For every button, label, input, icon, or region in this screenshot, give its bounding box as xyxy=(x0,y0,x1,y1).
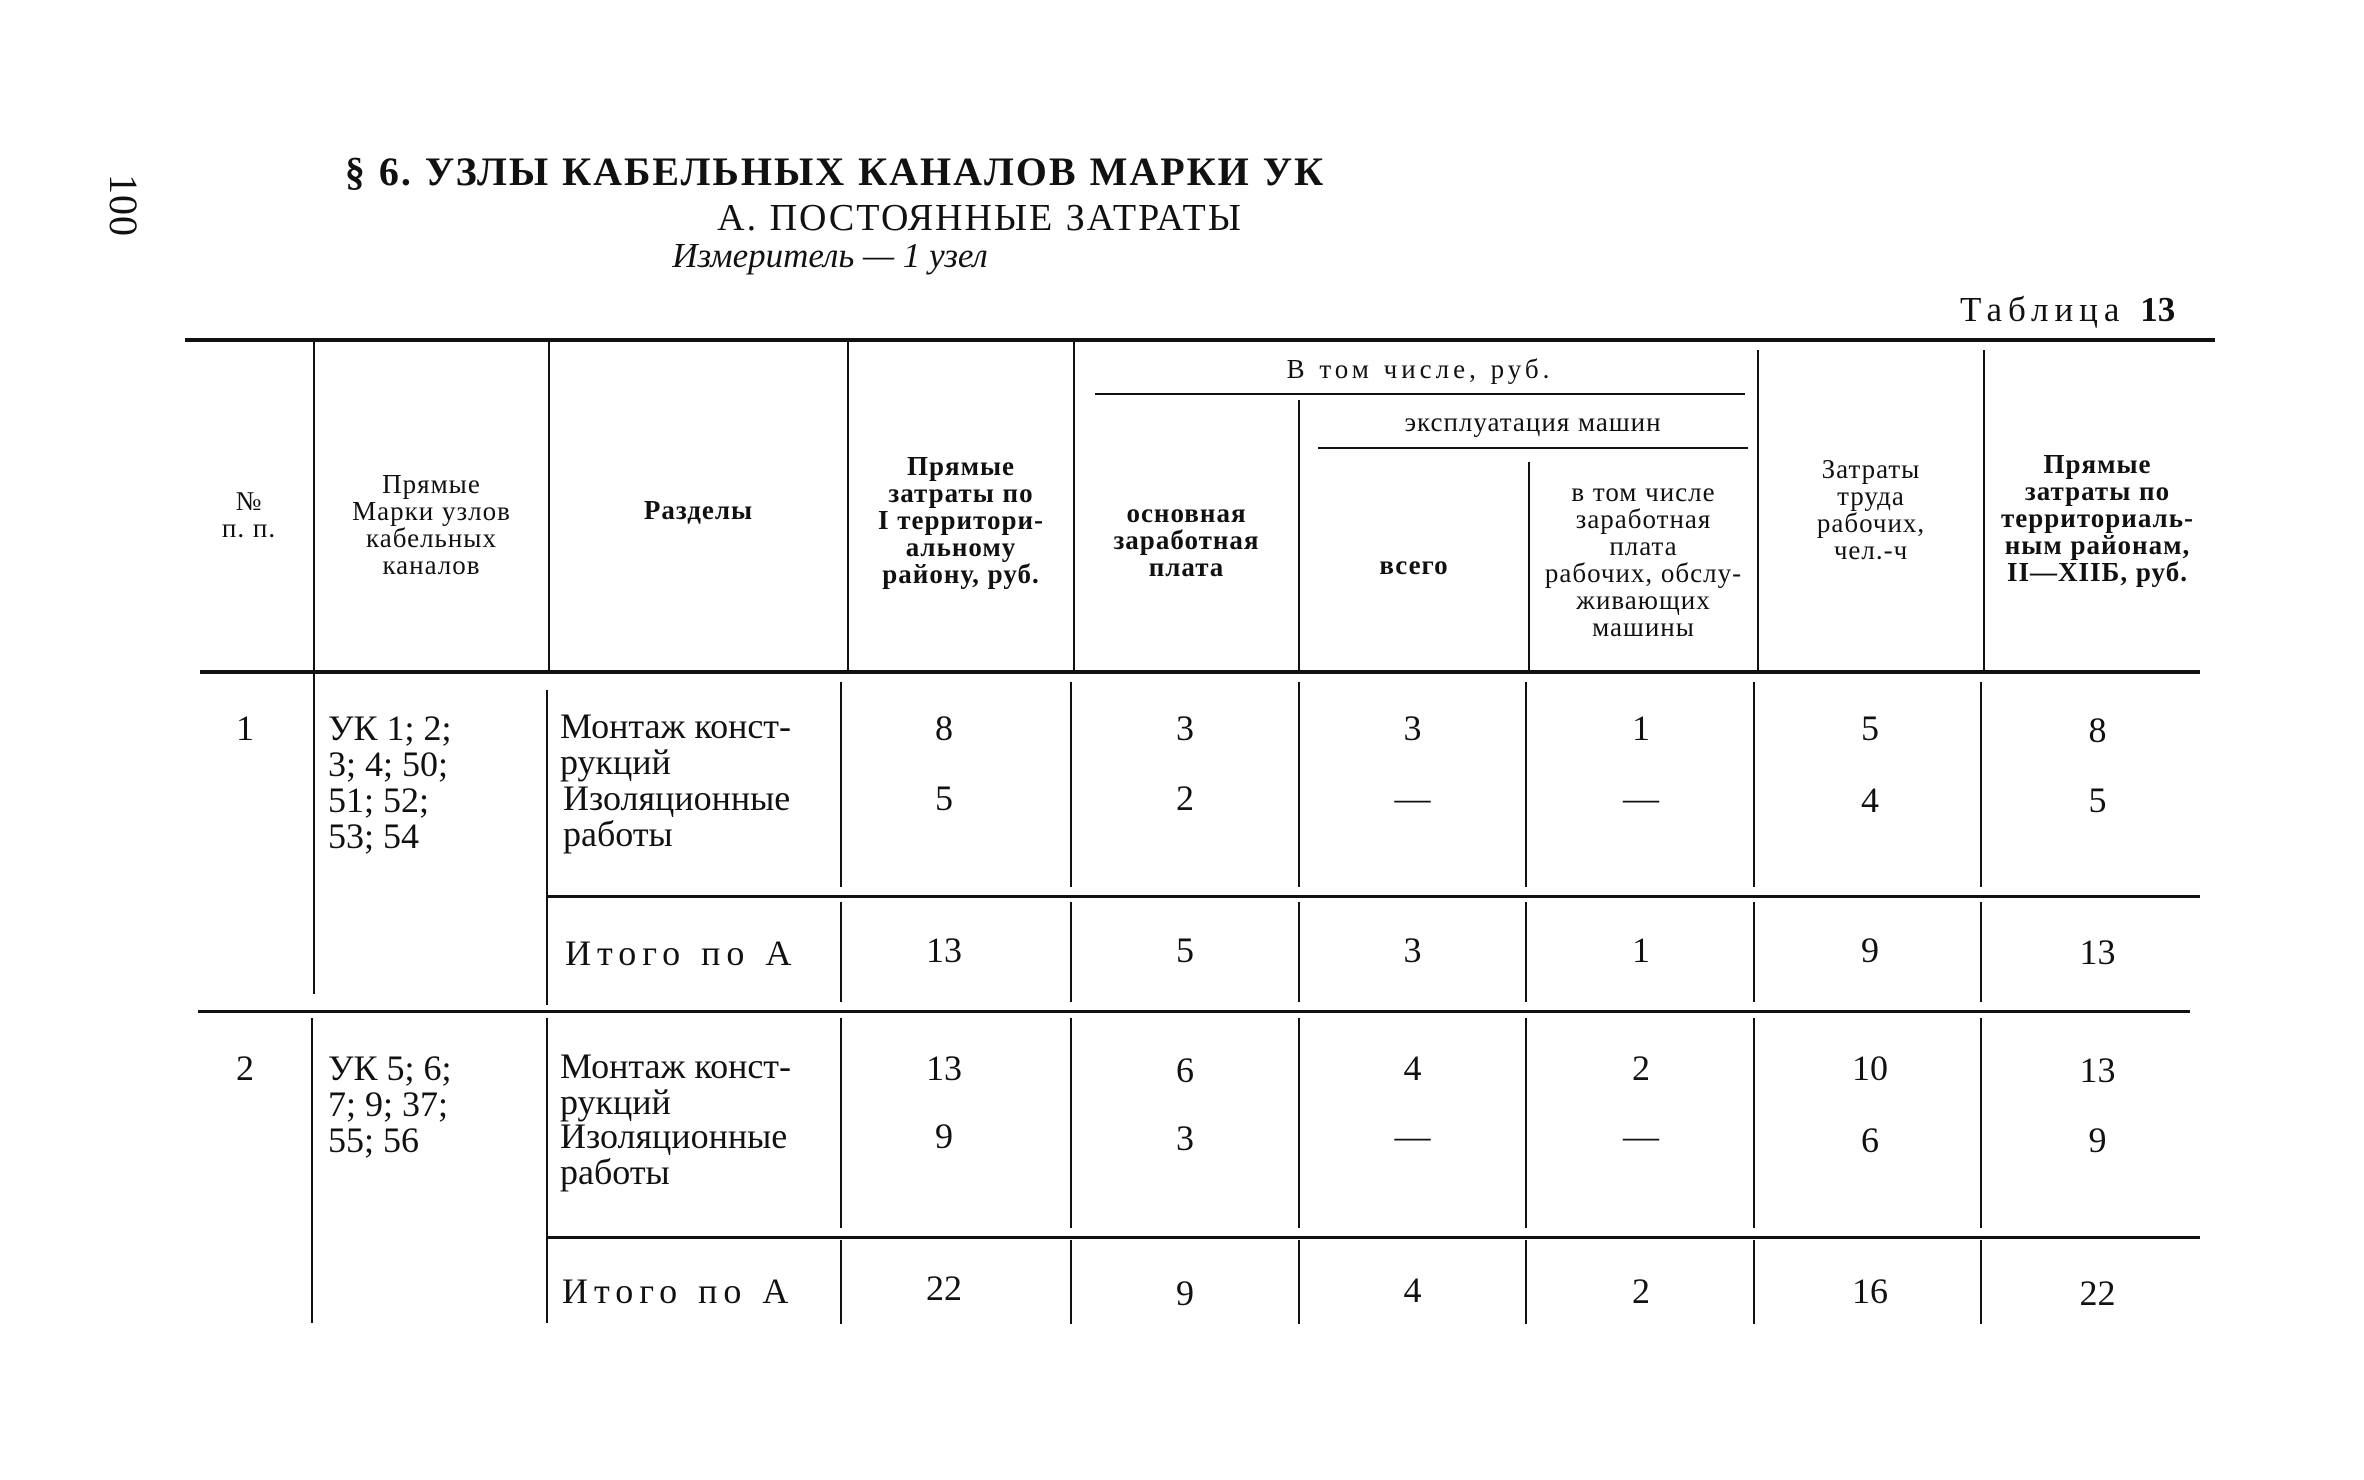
table-top-border xyxy=(185,338,2215,342)
row1-item1-direct: 8 xyxy=(935,708,953,748)
row2-item1-direct: 13 xyxy=(926,1048,962,1088)
row2-item1-machines-wage: 2 xyxy=(1632,1048,1650,1088)
row1-total-labor: 9 xyxy=(1861,930,1879,970)
row2-total-regions: 22 xyxy=(2079,1273,2116,1313)
row2-total-wage: 9 xyxy=(1176,1273,1194,1313)
row1-item1-machines-wage: 1 xyxy=(1632,708,1650,748)
row2-total-top xyxy=(546,1236,2200,1239)
row1-item1-wage: 3 xyxy=(1176,708,1194,748)
header-including: В том числе, руб. xyxy=(1286,353,1554,384)
row2-vline-4 xyxy=(1070,1018,1072,1228)
measure-unit: Измеритель — 1 узел xyxy=(672,236,988,275)
row2-total-vline-3 xyxy=(1525,1240,1527,1324)
row2-item1-section: Монтаж конст- рукций xyxy=(560,1046,792,1122)
row1-total-top xyxy=(546,895,2200,898)
row1-item2-direct: 5 xyxy=(935,778,953,818)
row2-item1-labor: 10 xyxy=(1852,1048,1888,1088)
row2-total-vline-1 xyxy=(1070,1240,1072,1324)
header-machines-total: всего xyxy=(1379,549,1449,580)
row1-vline-6 xyxy=(1525,682,1527,887)
row1-total-machines-wage: 1 xyxy=(1632,930,1650,970)
row2-item1-machines-total: 4 xyxy=(1403,1048,1422,1088)
row1-item2-wage: 2 xyxy=(1176,778,1194,818)
including-underline xyxy=(1095,393,1745,395)
row1-item2-regions: 5 xyxy=(2088,780,2107,820)
row2-item2-labor: 6 xyxy=(1861,1120,1879,1160)
row2-total-vline-0 xyxy=(840,1240,842,1324)
row2-item2-wage: 3 xyxy=(1176,1118,1194,1158)
row1-total-label: Итого по А xyxy=(565,933,798,973)
machines-underline xyxy=(1318,447,1748,449)
page-number: 100 xyxy=(101,174,146,237)
row2-total-machines-total: 4 xyxy=(1403,1270,1422,1310)
row2-vline-3 xyxy=(840,1018,842,1228)
row2-total-vline-4 xyxy=(1753,1240,1755,1324)
row1-item2-section: Изоляционные работы xyxy=(563,778,791,854)
row1-item2-machines-wage: — xyxy=(1623,778,1659,818)
row2-item1-wage: 6 xyxy=(1176,1050,1194,1090)
row2-item2-direct: 9 xyxy=(935,1116,953,1156)
row2-item2-section: Изоляционные работы xyxy=(560,1116,788,1192)
row1-vline-4 xyxy=(1070,682,1072,887)
row2-item2-machines-total: — xyxy=(1394,1116,1431,1156)
header-sections: Разделы xyxy=(643,494,754,525)
row2-num: 2 xyxy=(236,1048,254,1088)
table-number: 13 xyxy=(2140,290,2176,329)
row-separator xyxy=(198,1010,2190,1013)
row1-total-vline-4 xyxy=(1525,902,1527,1002)
table-caption xyxy=(1960,290,2175,330)
section-title: § 6. УЗЛЫ КАБЕЛЬНЫХ КАНАЛОВ МАРКИ УК xyxy=(344,149,1326,194)
row1-vline-7 xyxy=(1753,682,1755,887)
row1-item1-labor: 5 xyxy=(1861,708,1879,748)
row2-total-labor: 16 xyxy=(1852,1271,1888,1311)
row1-total-vline-5 xyxy=(1753,902,1755,1002)
row1-num: 1 xyxy=(236,708,254,748)
row2-total-label: Итого по А xyxy=(562,1271,795,1311)
row1-total-vline-2 xyxy=(1070,902,1072,1002)
header-labor: Затраты труда рабочих, чел.-ч xyxy=(1816,454,1926,565)
row2-vline-1 xyxy=(311,1018,313,1323)
row1-total-machines-total: 3 xyxy=(1403,930,1422,970)
row1-item1-machines-total: 3 xyxy=(1403,708,1422,748)
row1-total-vline-1 xyxy=(840,902,842,1002)
row1-total-direct: 13 xyxy=(926,930,962,970)
header-bottom-border xyxy=(200,670,2200,674)
row1-item1-section: Монтаж конст- рукций xyxy=(560,706,792,782)
row1-item2-machines-total: — xyxy=(1394,778,1431,818)
row1-total-regions: 13 xyxy=(2079,932,2116,972)
header-vline-5 xyxy=(1298,400,1300,670)
row2-marks: УК 5; 6; 7; 9; 37; 55; 56 xyxy=(328,1048,452,1160)
header-direct-regions: Прямые затраты по территориаль- ным районам, II—XIIБ, руб. xyxy=(2001,448,2194,587)
header-num: № п. п. xyxy=(221,486,277,543)
row1-item1-regions: 8 xyxy=(2088,710,2107,750)
row2-item2-regions: 9 xyxy=(2088,1120,2107,1160)
header-direct-costs: Прямые затраты по I территори- альному району, руб. xyxy=(877,450,1045,589)
header-marks: Прямые Марки узлов кабельных каналов xyxy=(352,469,511,580)
section-subtitle: А. ПОСТОЯННЫЕ ЗАТРАТЫ xyxy=(717,197,1243,239)
row2-total-machines-wage: 2 xyxy=(1632,1271,1650,1311)
row1-item2-labor: 4 xyxy=(1861,780,1879,820)
row2-vline-7 xyxy=(1753,1018,1755,1228)
row2-item2-machines-wage: — xyxy=(1623,1116,1659,1156)
header-machines-wage: в том числе заработная плата рабочих, обслу- живающих машины xyxy=(1544,477,1743,642)
row2-vline-6 xyxy=(1525,1018,1527,1228)
table-label: Таблица xyxy=(1960,290,2126,329)
row1-total-wage: 5 xyxy=(1176,930,1194,970)
row1-marks: УК 1; 2; 3; 4; 50; 51; 52; 53; 54 xyxy=(328,708,452,856)
header-basic-wage: основная заработная плата xyxy=(1113,497,1260,582)
row2-total-direct: 22 xyxy=(926,1268,962,1308)
header-machine-operation: эксплуатация машин xyxy=(1404,406,1662,437)
row1-vline-1 xyxy=(313,674,315,994)
row2-item1-regions: 13 xyxy=(2079,1050,2116,1090)
